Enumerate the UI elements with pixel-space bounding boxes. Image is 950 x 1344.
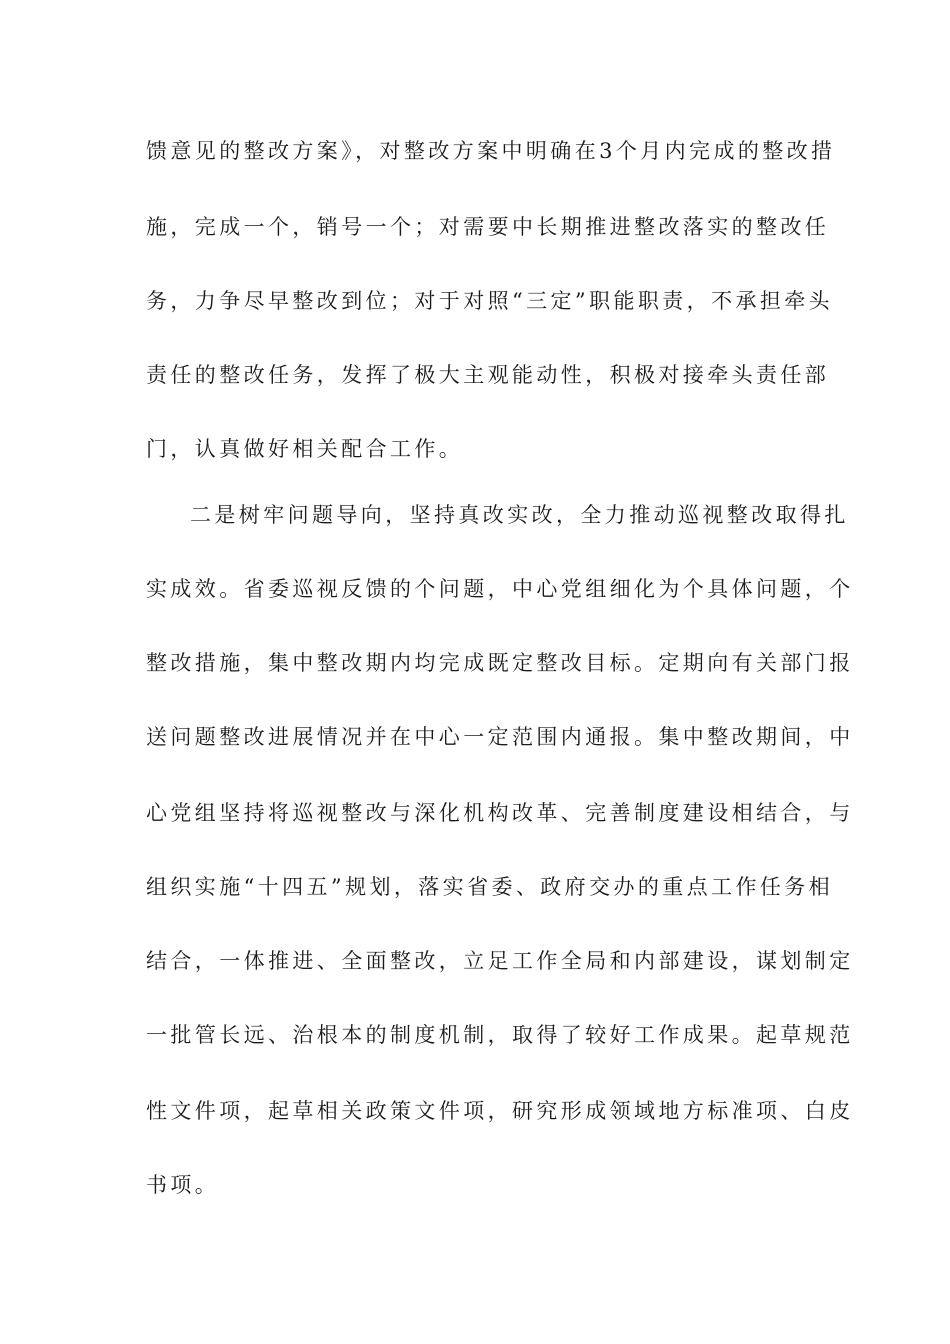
text-line: 书项。 xyxy=(146,1173,220,1197)
text-line: 馈意见的整改方案》，对整改方案中明确在3个月内完成的整改措 xyxy=(146,139,836,163)
text-line: 施，完成一个，销号一个；对需要中长期推进整改落实的整改任 xyxy=(146,215,830,239)
text-line: 实成效。省委巡视反馈的个问题，中心党组细化为个具体问题，个 xyxy=(146,577,854,601)
text-line: 心党组坚持将巡视整改与深化机构改革、完善制度建设相结合，与 xyxy=(146,801,854,825)
text-line: 组织实施“十四五”规划，落实省委、政府交办的重点工作任务相 xyxy=(146,875,834,899)
text-line: 责任的整改任务，发挥了极大主观能动性，积极对接牵头责任部 xyxy=(146,363,830,387)
text-line: 性文件项，起草相关政策文件项，研究形成领域地方标准项、白皮 xyxy=(146,1099,854,1123)
text-line: 一批管长远、治根本的制度机制，取得了较好工作成果。起草规范 xyxy=(146,1023,854,1047)
text-line: 整改措施，集中整改期内均完成既定整改目标。定期向有关部门报 xyxy=(146,651,854,675)
text-line: 结合，一体推进、全面整改，立足工作全局和内部建设，谋划制定 xyxy=(146,949,854,973)
text-line: 送问题整改进展情况并在中心一定范围内通报。集中整改期间，中 xyxy=(146,725,854,749)
text-line: 务，力争尽早整改到位；对于对照“三定”职能职责，不承担牵头 xyxy=(146,289,834,313)
text-line: 门，认真做好相关配合工作。 xyxy=(146,437,464,461)
text-line: 二是树牢问题导向，坚持真改实改，全力推动巡视整改取得扎 xyxy=(190,503,849,527)
